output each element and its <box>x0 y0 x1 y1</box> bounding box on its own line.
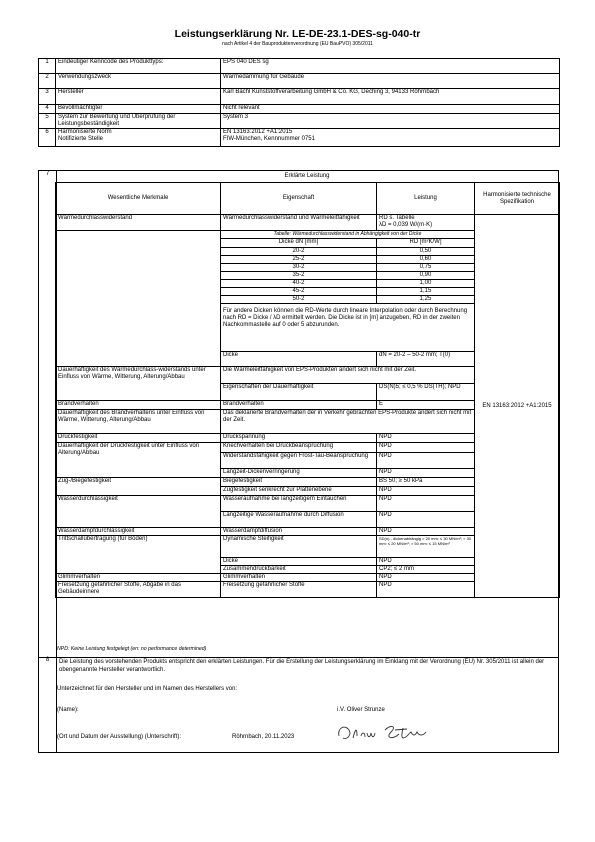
eigenschaft-cell: Zugfestigkeit senkrecht zur Plattenebene <box>221 487 377 496</box>
row-value: EN 13163:2012 +A1:2015 <box>223 129 293 135</box>
row-label: Hersteller <box>56 89 221 105</box>
leistung-cell: RD s. Tabelle <box>379 215 415 221</box>
rd-cell: 1,25 <box>377 296 475 304</box>
name-label: (Name): <box>57 707 79 713</box>
interpolation-note: Für andere Dicken können die RD-Werte durch lineare Interpolation oder durch Berechnung nach RD = Dicke / λD ermittelt werden. Die Dicke ist in [m] anzugeben, RD in der zweiten Nachkommastelle auf 0 oder 5 abzurunden. <box>221 304 475 352</box>
thickness-cell: 30-2 <box>221 264 377 272</box>
place-date-label: (Ort und Datum der Ausstellung) (Unterschrift): <box>57 734 182 740</box>
rd-cell: 0,75 <box>377 264 475 272</box>
eigenschaft-cell: Kriechverhalten bei Druckbeanspruchung <box>221 443 377 453</box>
eigenschaft-cell: Langzeitige Wasseraufnahme durch Diffusion <box>221 512 377 528</box>
leistung-cell: NPD <box>377 469 475 478</box>
merkmal-cell: Dauerhaftigkeit des Wärmedurchlass-widerstands unter Einfluss von Wärme, Witterung, Alterung/Abbau <box>56 367 221 401</box>
leistung-cell: λD = 0,039 W/(m·K) <box>379 222 433 228</box>
signed-for-text: Unterzeichnet für den Hersteller und im Namen des Herstellers von: <box>57 686 238 692</box>
row-value: Karl Bachl Kunststoffverarbeitung GmbH & Co. KG, Deching 3, 94133 Röhrnbach <box>221 89 560 105</box>
eigenschaft-cell: Dynamische Steifigkeit <box>221 536 377 558</box>
table-caption: Tabelle: Wärmedurchlasswiderstand in Abhängigkeit von der Dicke <box>221 231 475 239</box>
col-header: Leistung <box>377 183 475 215</box>
row-number: 3 <box>39 89 56 105</box>
row-value: Nicht relevant <box>221 105 560 114</box>
eigenschaft-cell: Druckspannung <box>221 434 377 443</box>
thickness-cell: 40-2 <box>221 280 377 288</box>
rd-cell: 0,60 <box>377 256 475 264</box>
leistung-cell: NPD <box>377 443 475 453</box>
eigenschaft-cell: Eigenschaften der Dauerhaftigkeit <box>221 384 377 401</box>
eigenschaft-cell: Langzeit-Dickenverringerung <box>221 469 377 478</box>
eigenschaft-cell: Das deklarierte Brandverhalten der in Verkehr gebrachten EPS-Produkte ändert sich nicht mit der Zeit. <box>221 410 475 434</box>
eigenschaft-cell: Biegefestigkeit <box>221 478 377 487</box>
rd-header: RD [m²K/W] <box>377 239 475 248</box>
merkmal-cell: Glimmverhalten <box>56 574 221 582</box>
rd-cell: 0,50 <box>377 248 475 256</box>
merkmal-cell: Dauerhaftigkeit der Druckfestigkeit unter Einfluss von Alterung/Abbau <box>56 443 221 478</box>
thickness-cell: 45-2 <box>221 288 377 296</box>
leistung-cell: NPD <box>377 496 475 512</box>
signature-image <box>335 720 430 748</box>
merkmal-cell: Freisetzung gefährlicher Stoffe, Abgabe in das Gebäudeinnere <box>56 582 221 598</box>
thickness-cell: 50-2 <box>221 296 377 304</box>
merkmal-cell: Brandverhalten <box>56 401 221 410</box>
thickness-cell: 20-2 <box>221 248 377 256</box>
eigenschaft-cell: Die Wärmeleitfähigkeit von EPS-Produkten ändert sich nicht mit der Zeit. <box>221 367 475 384</box>
thickness-header: Dicke dN [mm] <box>221 239 377 248</box>
eigenschaft-cell: Wasseraufnahme bei langzeitigem Eintauchen <box>221 496 377 512</box>
row-number: 5 <box>39 114 56 129</box>
leistung-cell: dN = 20-2 – 50-2 mm; T(0) <box>377 352 475 367</box>
row-label: Harmonisierte Norm <box>58 129 112 135</box>
leistung-cell: CP2; ≤ 2 mm <box>377 566 475 574</box>
leistung-cell: SD(n) - dickenabhängig > 20 mm: ≤ 30 MN/m³; > 30 mm: ≤ 20 MN/m³; > 50 mm: ≤ 15 MN/m³ <box>377 536 475 558</box>
row-number: 4 <box>39 105 56 114</box>
eigenschaft-cell: Zusammendrückbarkeit <box>221 566 377 574</box>
merkmal-cell: Wasserdurchlässigkeit <box>56 496 221 528</box>
performance-table <box>55 182 560 598</box>
eigenschaft-cell: Wasserdampfdiffusion <box>221 528 377 536</box>
merkmal-cell: Trittschallübertragung (für Böden) <box>56 536 221 574</box>
leistung-cell: NPD <box>377 512 475 528</box>
merkmal-cell: Wasserdampfdurchlässigkeit <box>56 528 221 536</box>
rd-cell: 0,90 <box>377 272 475 280</box>
leistung-cell: E <box>377 401 475 410</box>
responsibility-text: Die Leistung des vorstehenden Produkts entspricht den erklärten Leistungen. Für die Erstellung der Leistungserklärung im Einklang mit der Verordnung (EU) Nr. 305/2011 ist allein der obengenannte Hersteller verantwortlich. <box>59 659 545 673</box>
eigenschaft-cell: Widerstandsfähigkeit gegen Frost-Tau-Beanspruchung <box>221 453 377 469</box>
row-label: System zur Bewertung und Überprüfung der Leistungsbeständigkeit <box>56 114 221 129</box>
leistung-cell: BS 50; ≥ 50 kPa <box>377 478 475 487</box>
row-label: Eindeutiger Kenncode des Produkttyps: <box>56 59 221 74</box>
eigenschaft-cell: Brandverhalten <box>221 401 377 410</box>
row-value: Wärmedämmung für Gebäude <box>221 74 560 89</box>
merkmal-cell: Druckfestigkeit <box>56 434 221 443</box>
row-label-2: Notifizierte Stelle <box>58 136 104 142</box>
npd-note: NPD: Keine Leistung festgelegt (en: no performance determined) <box>57 646 207 652</box>
eigenschaft-cell: Freisetzung gefährlicher Stoffe <box>221 582 377 598</box>
declaration-table <box>38 58 560 147</box>
col-header: Wesentliche Merkmale <box>56 183 221 215</box>
eigenschaft-cell: Wärmedurchlasswiderstand und Wärmeleitfähigkeit <box>221 215 377 231</box>
row-number: 2 <box>39 74 56 89</box>
row-value: EPS 040 DES sg <box>221 59 560 74</box>
rd-cell: 1,15 <box>377 288 475 296</box>
col-header: Harmonisierte technische Spezifikation <box>475 183 560 215</box>
place-date-value: Röhrnbach, 20.11.2023 <box>232 734 295 740</box>
leistung-cell: NPD <box>377 558 475 566</box>
thickness-cell: 35-2 <box>221 272 377 280</box>
section-title: Erklärte Leistung <box>284 173 330 179</box>
row-value-2: FIW-München, Kennnummer 0751 <box>223 136 315 142</box>
leistung-cell: NPD <box>377 453 475 469</box>
leistung-cell: NPD <box>377 582 475 598</box>
thickness-cell: 25-2 <box>221 256 377 264</box>
eigenschaft-cell: Dicke <box>221 558 377 566</box>
eigenschaft-cell: Dicke <box>221 352 377 367</box>
col-header: Eigenschaft <box>221 183 377 215</box>
merkmal-cell: Zug-/Biegefestigkeit <box>56 478 221 496</box>
name-value: i.V. Oliver Strunze <box>337 707 385 713</box>
leistung-cell: NPD <box>377 528 475 536</box>
leistung-cell: DS(N)5; ≤ 0,5 % DS(TH); NPD <box>377 384 475 401</box>
eigenschaft-cell: Glimmverhalten <box>221 574 377 582</box>
row-number: 6 <box>39 129 56 147</box>
rd-cell: 1,00 <box>377 280 475 288</box>
row-label: Verwendungszweck <box>56 74 221 89</box>
leistung-cell: NPD <box>377 487 475 496</box>
leistung-cell: NPD <box>377 574 475 582</box>
section-number: 7 <box>39 171 57 657</box>
page-subtitle: nach Artikel 4 der Bauproduktenverordnung (EU BauPVO) 305/2011 <box>222 41 373 47</box>
row-label: Bevollmächtigter <box>56 105 221 114</box>
spec-cell: EN 13163:2012 +A1:2015 <box>475 215 560 598</box>
page-title: Leistungserklärung Nr. LE-DE-23.1-DES-sg-040-tr <box>174 28 421 40</box>
merkmal-cell: Wärmedurchlasswiderstand <box>56 215 221 231</box>
merkmal-cell: Dauerhaftigkeit des Brandverhaltens unter Einfluss von Wärme, Witterung, Alterung/Abbau <box>56 410 221 434</box>
leistung-cell: NPD <box>377 434 475 443</box>
section-number: 8 <box>39 657 57 752</box>
row-value: System 3 <box>221 114 560 129</box>
row-number: 1 <box>39 59 56 74</box>
